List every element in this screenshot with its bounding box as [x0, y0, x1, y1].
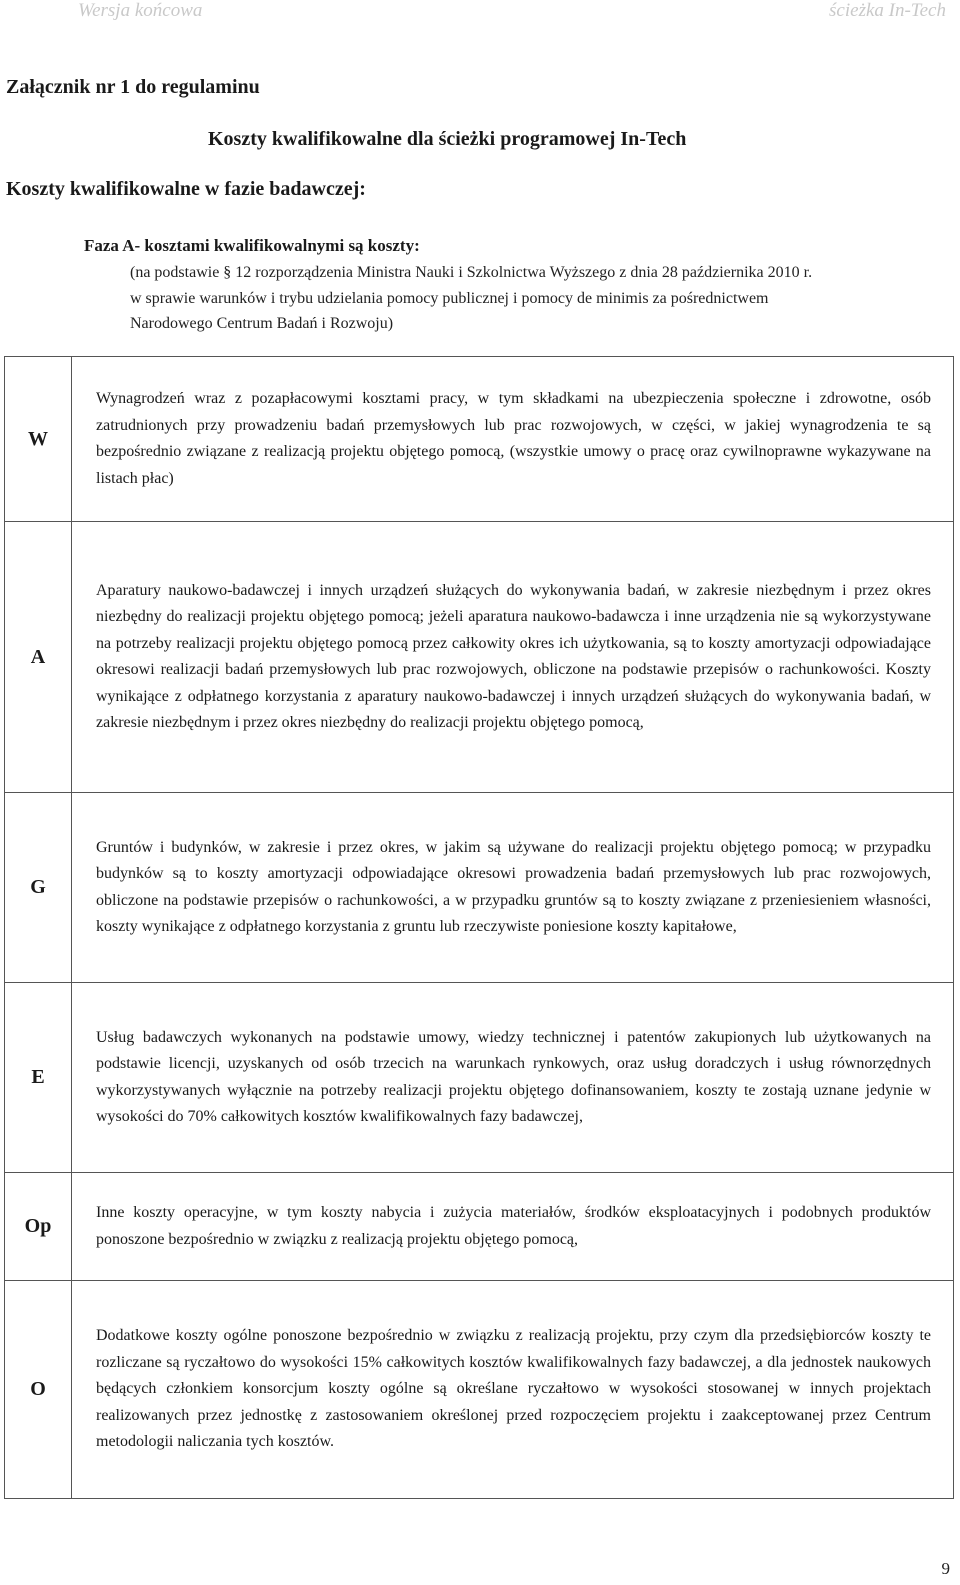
cost-description: Wynagrodzeń wraz z pozapłacowymi kosztami pracy, w tym składkami na ubezpieczenia społeczne i zdrowotne, osób zatrudnionych przy prowadzeniu badań przemysłowych lub prac rozwojowych, w części, w jakiej wynagrodzenia te są bezpośrednio związane z realizacją projektu objętego pomocą, (wszystkie umowy o pracę oraz cywilnoprawne wykazywane na listach płac) [72, 357, 954, 522]
cost-code: E [5, 983, 72, 1173]
cost-description: Dodatkowe koszty ogólne ponoszone bezpośrednio w związku z realizacją projektu, przy czym dla przedsiębiorców koszty te rozliczane są ryczałtowo do wysokości 15% całkowitych kosztów kwalifikowalnych fazy badawczej, a dla jednostek naukowych będących członkiem konsorcjum koszty ogólne są określane ryczałtowo w wysokości stosowanej w innych projektach realizowanych przez jednostkę z zastosowaniem określonej przed rozpoczęciem projektu i zaakceptowanej przez Centrum metodologii naliczania tych kosztów. [72, 1281, 954, 1499]
legal-basis-line-2: w sprawie warunków i trybu udzielania pomocy publicznej i pomocy de minimis za pośrednictwem [130, 290, 769, 307]
cost-description: Usług badawczych wykonanych na podstawie umowy, wiedzy technicznej i patentów zakupionych lub użytkowanych na podstawie licencji, uzyskanych od osób trzecich na warunkach rynkowych, oraz usług doradczych i usług równorzędnych wykorzystywanych wyłącznie na potrzeby realizacji projektu objętego dofinansowaniem, koszty te zostają uznane jedynie w wysokości do 70% całkowitych kosztów kwalifikowalnych fazy badawczej, [72, 983, 954, 1173]
table-row [5, 793, 954, 983]
cost-code: O [5, 1281, 72, 1499]
header-track: ścieżka In-Tech [829, 0, 946, 21]
page-number: 9 [941, 1559, 950, 1578]
cost-description: Aparatury naukowo-badawczej i innych urządzeń służących do wykonywania badań, w zakresie niezbędnym i przez okres niezbędny do realizacji projektu objętego pomocą; jeżeli aparatura naukowo-badawcza i inne urządzenia nie są wykorzystywane na potrzeby realizacji projektu objętego pomocą przez całkowity okres ich użytkowania, są to koszty amortyzacji odpowiadające okresowi realizacji badań przemysłowych lub prac rozwojowych, obliczone na podstawie przepisów o rachunkowości. Koszty wynikające z odpłatnego korzystania z aparatury naukowo-badawczej i innych urządzeń służących do wykonywania badań, w zakresie niezbędnym i przez okres niezbędny do realizacji projektu objętego pomocą, [72, 522, 954, 793]
cost-code: A [5, 522, 72, 793]
legal-basis-line-1: (na podstawie § 12 rozporządzenia Ministra Nauki i Szkolnictwa Wyższego z dnia 28 października 2010 r. [130, 264, 813, 281]
header-version: Wersja końcowa [78, 0, 203, 21]
cost-code: G [5, 793, 72, 983]
page-title: Koszty kwalifikowalne dla ścieżki programowej In-Tech [208, 128, 687, 150]
table-row [5, 1173, 954, 1281]
running-header [0, 0, 960, 26]
annex-title: Załącznik nr 1 do regulaminu [6, 76, 260, 98]
table-row [5, 1281, 954, 1499]
phase-title: Koszty kwalifikowalne w fazie badawczej: [6, 178, 366, 200]
phase-a-heading: Faza A- kosztami kwalifikowalnymi są koszty: [84, 236, 420, 255]
cost-categories-table [4, 356, 954, 1499]
cost-description: Gruntów i budynków, w zakresie i przez okres, w jakim są używane do realizacji projektu objętego pomocą; w przypadku budynków są to koszty amortyzacji odpowiadające okresowi prowadzenia badań przemysłowych lub prac rozwojowych, obliczone na podstawie przepisów o rachunkowości, a w przypadku gruntów są to koszty związane z przeniesieniem własności, koszty wynikające z odpłatnego korzystania z gruntu lub rzeczywiste poniesione koszty kapitałowe, [72, 793, 954, 983]
table-row [5, 522, 954, 793]
legal-basis-line-3: Narodowego Centrum Badań i Rozwoju) [130, 315, 394, 332]
table-row [5, 357, 954, 522]
cost-code: W [5, 357, 72, 522]
cost-code: Op [5, 1173, 72, 1281]
cost-description: Inne koszty operacyjne, w tym koszty nabycia i zużycia materiałów, środków eksploatacyjnych i podobnych produktów ponoszone bezpośrednio w związku z realizacją projektu objętego pomocą, [72, 1173, 954, 1281]
table-row [5, 983, 954, 1173]
